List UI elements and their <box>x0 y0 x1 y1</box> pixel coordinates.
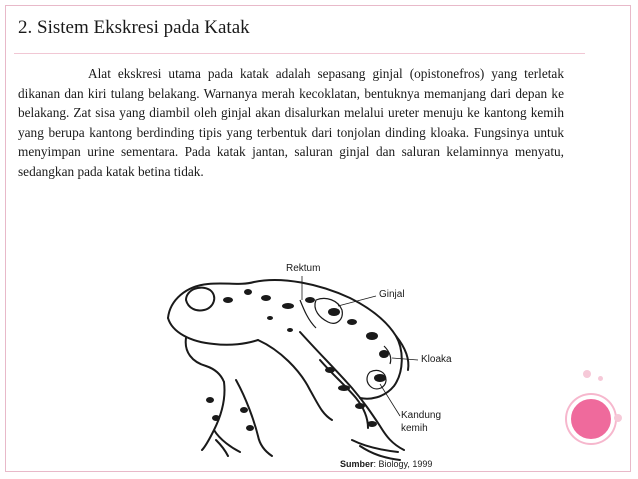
figure-source <box>340 459 432 469</box>
frog-jaw <box>168 318 258 345</box>
rectum-organ <box>300 300 316 328</box>
label-rektum: Rektum <box>286 263 321 274</box>
label-ginjal: Ginjal <box>379 289 405 300</box>
decor-dot-small <box>598 376 603 381</box>
source-rest: : Biology, 1999 <box>373 459 433 469</box>
label-kandung: Kandung <box>401 410 442 421</box>
frog-front-leg <box>202 382 240 456</box>
decor-dot-right <box>614 414 622 422</box>
frog-eye <box>186 288 214 311</box>
label-kemih: kemih <box>401 423 428 434</box>
label-kloaka: Kloaka <box>421 354 452 365</box>
slide-title: 2. Sistem Ekskresi pada Katak <box>18 17 250 38</box>
decor-dot-top <box>583 370 591 378</box>
leader-kloaka <box>392 358 418 360</box>
body-paragraph: Alat ekskresi utama pada katak adalah sepasang ginjal (opistonefros) yang terletak dikanan dan kiri tulang belakang. Warnanya merah kecoklatan, bentuknya memanjang dari depan ke belakang. Zat sisa yang diambil oleh ginjal akan disalurkan melalui ureter menuju ke kantong kemih yang berupa kantong berdinding tipis yang terbentuk dari tonjolan dinding kloaka. Fungsinya untuk menyimpan urine sementara. Pada katak jantan, saluran ginjal dan saluran kelaminnya menyatu, sedangkan pada katak betina tidak. <box>18 66 564 179</box>
decor-pink-circle <box>567 395 615 443</box>
source-prefix: Sumber <box>340 459 374 469</box>
frog-belly <box>258 340 332 420</box>
leader-ginjal <box>338 296 376 306</box>
